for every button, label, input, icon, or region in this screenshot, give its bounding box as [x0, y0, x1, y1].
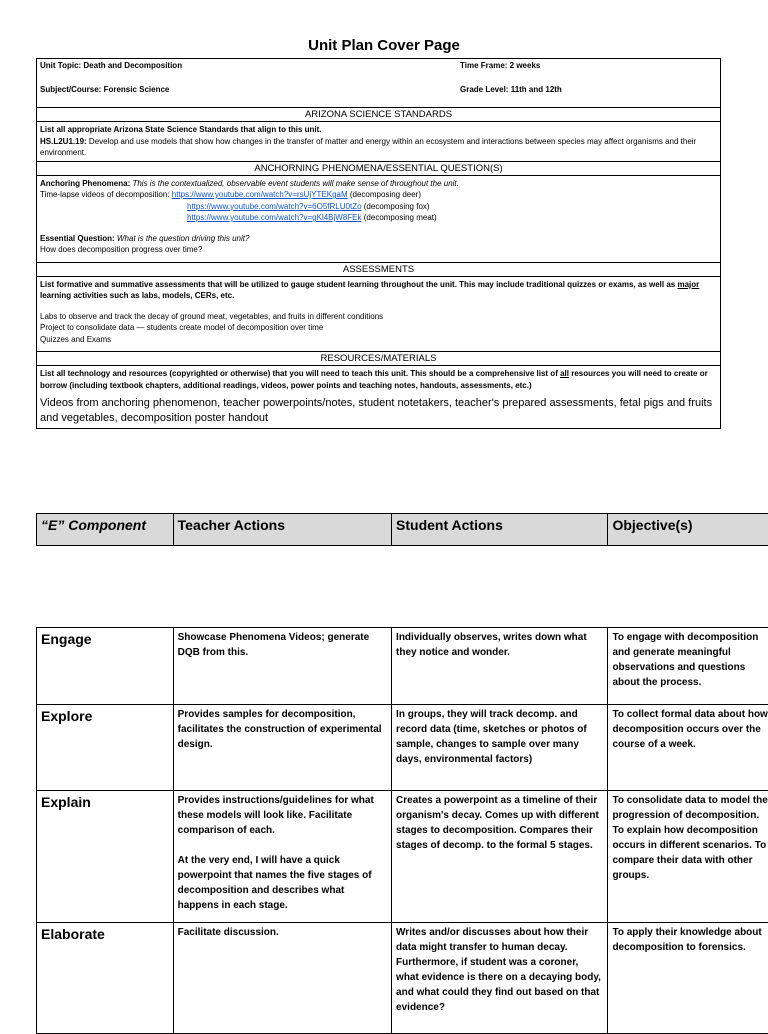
student-actions: Individually observes, writes down what they notice and wonder. — [392, 628, 608, 704]
objective: To apply their knowledge about decomposition to forensics. — [608, 923, 768, 1033]
e-component-header: “E” Component — [37, 514, 174, 545]
phenomena-header: ANCHORNING PHENOMENA/ESSENTIAL QUESTION(S) — [37, 162, 720, 176]
cover-table — [36, 58, 721, 429]
resources-header: RESOURCES/MATERIALS — [37, 352, 720, 366]
anchor-desc: This is the contextualized, observable event students will make sense of throughout the unit. — [132, 178, 459, 188]
time-frame: Time Frame: 2 weeks — [460, 61, 541, 70]
subject-course: Subject/Course: Forensic Science — [40, 85, 170, 94]
phase-label: Elaborate — [37, 923, 174, 1033]
e-component-header-row — [36, 513, 768, 546]
objective: To engage with decomposition and generate meaningful observations and questions about the process. — [608, 628, 768, 704]
video-link-deer[interactable]: https://www.youtube.com/watch?v=rsUjYTEKgaM — [171, 190, 348, 199]
e-component-table — [36, 627, 768, 1034]
video-link-meat[interactable]: https://www.youtube.com/watch?v=gKl4BjW8FEk — [187, 213, 362, 222]
teacher-actions: Provides samples for decomposition, facilitates the construction of experimental design. — [174, 705, 392, 790]
table-row — [37, 705, 768, 791]
teacher-actions: Facilitate discussion. — [174, 923, 392, 1033]
objectives-header: Objective(s) — [608, 514, 768, 545]
phase-label: Explore — [37, 705, 174, 790]
student-actions: Creates a powerpoint as a timeline of their organism's decay. Comes up with different stages to decomposition. Compares their stages of decomp. to the formal 5 stages. — [392, 791, 608, 922]
table-row — [37, 791, 768, 923]
assessments-instruction: List formative and summative assessments that will be utilized to gauge student learning throughout the unit. This may include traditional quizzes or exams, as well as major learning activities such as labs, models, CERs, etc. — [40, 279, 700, 300]
video-link-fox[interactable]: https://www.youtube.com/watch?v=6O5fRLU0tZo — [187, 201, 362, 211]
resources-text: Videos from anchoring phenomenon, teacher powerpoints/notes, student notetakers, teacher's prepared assessments, fetal pigs and fruits and vegetables, decomposition poster handout — [40, 397, 713, 424]
resources-cell — [37, 366, 720, 428]
assessment-item: Project to consolidate data — students create model of decomposition over time — [40, 323, 324, 332]
assessments-header: ASSESSMENTS — [37, 263, 720, 277]
table-row — [37, 923, 768, 1034]
student-actions: In groups, they will track decomp. and record data (time, sketches or photos of sample, changes to sample over many days, environmental factors) — [392, 705, 608, 790]
meta-row — [37, 59, 720, 108]
student-actions: Writes and/or discusses about how their data might transfer to human decay. Furthermore, if student was a coroner, what evidence is there on a decaying body, and what could they find out based on that evidence? — [392, 923, 608, 1033]
objective: To consolidate data to model the progression of decomposition. To explain how decomposition occurs in different scenarios. To compare their data with other groups. — [608, 791, 768, 922]
teacher-actions: Provides instructions/guidelines for what these models will look like. Facilitate comparison of each. At the very end, I will have a quick powerpoint that names the five stages of decomposition and describes what happens in each stage. — [174, 791, 392, 922]
grade-level: Grade Level: 11th and 12th — [460, 85, 562, 94]
standards-header: ARIZONA SCIENCE STANDARDS — [37, 108, 720, 122]
phenomena-cell: Anchoring Phenomena: This is the contextualized, observable event students will make sense of throughout the unit. Time-lapse videos of decomposition: https://www.youtube.com/watch?v=rsUjYTEKgaM (decomposing deer) https://www.youtube.com/watch?v=6O5fRLU0tZo (decomposing fox) https://www.youtube.com/watch?v=gKl4BjW8FEk (decomposing meat) Essential Question: What is the question driving this unit? How does decomposition progress over time? — [37, 176, 720, 263]
teacher-actions-header: Teacher Actions — [174, 514, 392, 545]
unit-topic: Unit Topic: Death and Decomposition — [40, 61, 183, 70]
videos-label: Time-lapse videos of decomposition: — [40, 190, 170, 199]
assessments-cell — [37, 277, 720, 353]
resources-instruction: List all technology and resources (copyrighted or otherwise) that you will need to teach this unit. This should be a comprehensive list of all resources you will need to create or borrow (including textbook chapters, additional readings, videos, power points and teaching notes, handouts, assessments, etc.) — [40, 369, 708, 390]
assessment-item: Labs to observe and track the decay of ground meat, vegetables, and fruits in different conditions — [40, 311, 384, 321]
objective: To collect formal data about how decomposition occurs over the course of a week. — [608, 705, 768, 790]
page-title: Unit Plan Cover Page — [308, 37, 460, 54]
assessment-item: Quizzes and Exams — [40, 334, 112, 344]
anchor-label: Anchoring Phenomena: — [40, 178, 131, 188]
standards-cell — [37, 122, 720, 162]
standards-instruction: List all appropriate Arizona State Science Standards that align to this unit. — [40, 125, 322, 134]
eq-label: Essential Question: — [40, 233, 115, 243]
phase-label: Engage — [37, 628, 174, 704]
student-actions-header: Student Actions — [392, 514, 608, 545]
phase-label: Explain — [37, 791, 174, 922]
eq-desc: What is the question driving this unit? — [116, 233, 250, 243]
teacher-actions: Showcase Phenomena Videos; generate DQB from this. — [174, 628, 392, 704]
table-row — [37, 628, 768, 705]
eq-text: How does decomposition progress over time? — [40, 245, 203, 254]
standards-text: HS.L2U1.19: Develop and use models that show how changes in the transfer of matter and energy within an ecosystem and interactions between species may affect organisms and their environment. — [40, 136, 697, 157]
